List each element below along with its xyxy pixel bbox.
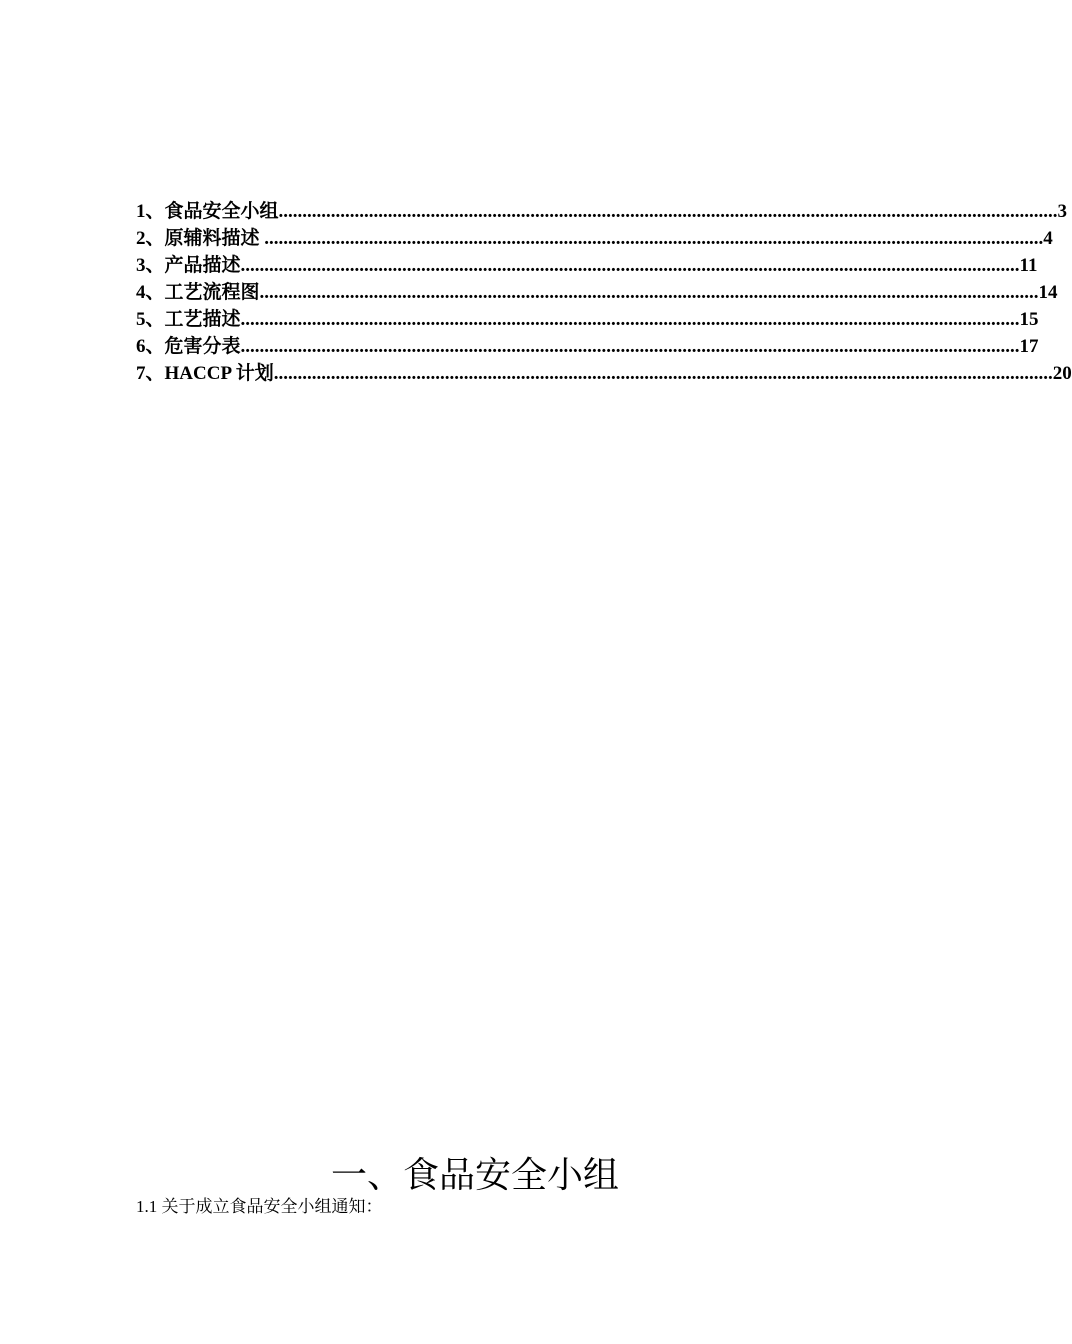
toc-entry-label: 2、原辅料描述 [136,228,265,249]
toc-entry-page: 14 [1038,282,1058,303]
toc-leader-dots: .................................................................................................................................................................... [240,255,1020,276]
toc-leader-dots: .................................................................................................................................................................... [259,282,1039,303]
toc-leader-dots: .................................................................................................................................................................... [278,201,1058,222]
toc-leader-dots: .................................................................................................................................................................... [240,309,1020,330]
toc-entry-page: 20 [1052,363,1072,384]
toc-entry-label: 7、HACCP 计划 [136,363,274,384]
toc-entry-label: 6、危害分表 [136,336,241,357]
toc-entry-label: 3、产品描述 [136,255,241,276]
toc-leader-dots: .................................................................................................................................................................... [273,363,1053,384]
toc-leader-dots: .................................................................................................................................................................... [264,228,1044,249]
toc-entry[interactable] [136,279,1058,306]
toc-entry-page: 15 [1019,309,1039,330]
toc-entry-page: 11 [1019,255,1038,276]
table-of-contents [136,198,1072,387]
section-heading: 1.1 关于成立食品安全小组通知： [136,1197,383,1216]
toc-entry[interactable] [136,252,1038,279]
toc-entry-label: 1、食品安全小组 [136,201,279,222]
toc-entry[interactable] [136,360,1072,387]
toc-entry[interactable] [136,306,1039,333]
toc-entry-label: 5、工艺描述 [136,309,241,330]
toc-entry[interactable] [136,333,1039,360]
toc-entry-label: 4、工艺流程图 [136,282,260,303]
chapter-title: 一、食品安全小组 [330,1155,619,1195]
toc-entry-page: 4 [1043,228,1053,249]
toc-entry-page: 17 [1019,336,1039,357]
toc-entry[interactable] [136,225,1053,252]
toc-leader-dots: .................................................................................................................................................................... [240,336,1020,357]
toc-entry[interactable] [136,198,1068,225]
toc-entry-page: 3 [1057,201,1068,222]
